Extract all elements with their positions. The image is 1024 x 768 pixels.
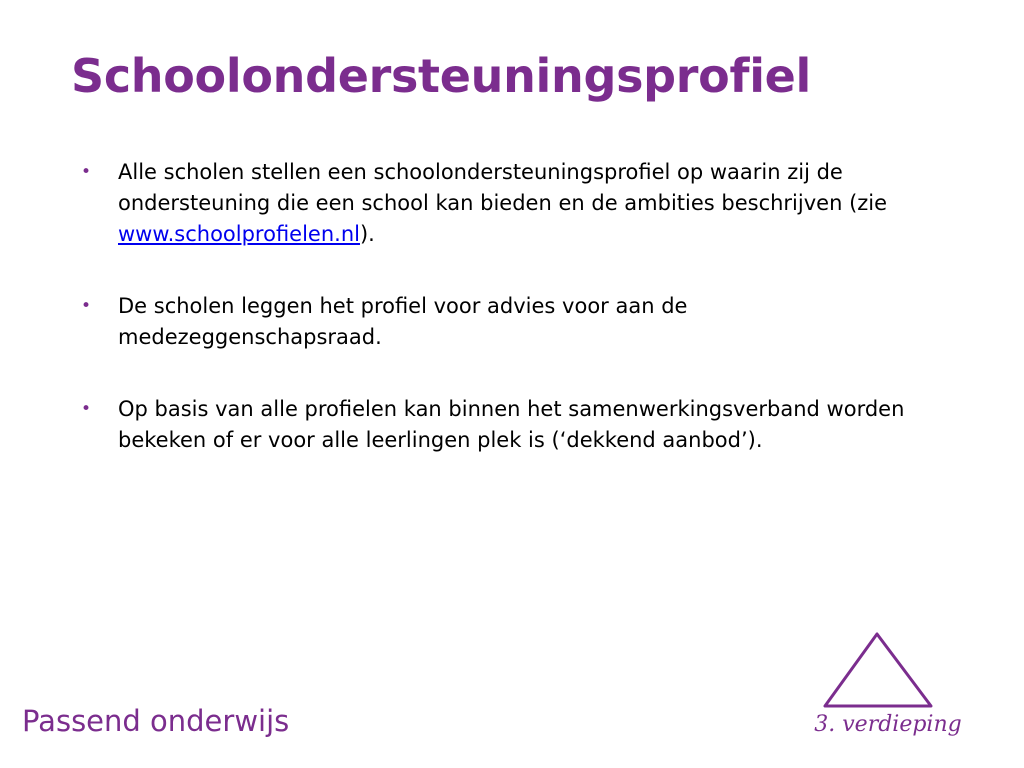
bullet-text: Alle scholen stellen een schoolondersteuningsprofiel op waarin zij de ondersteuning die een school kan bieden en de ambities beschrijven (zie [118, 160, 888, 215]
bullet-icon: • [81, 296, 92, 316]
bullet-list [80, 157, 940, 497]
bullet-text-end: ). [359, 222, 375, 246]
bullet-item [80, 394, 940, 456]
verdieping-logo [805, 628, 965, 753]
bullet-text: Op basis van alle profielen kan binnen het samenwerkingsverband worden bekeken of er voor alle leerlingen plek is (‘dekkend aanbod’). [118, 397, 905, 452]
schoolprofielen-link[interactable]: www.schoolprofielen.nl [118, 222, 360, 246]
logo-label: 3. verdieping [814, 712, 962, 737]
bullet-item [80, 291, 940, 353]
bullet-icon: • [81, 399, 92, 419]
slide-title: Schoolondersteuningsprofiel [71, 49, 812, 103]
footer-title: Passend onderwijs [22, 704, 290, 738]
bullet-item [80, 157, 940, 250]
bullet-text: De scholen leggen het profiel voor advies voor aan de medezeggenschapsraad. [118, 294, 688, 349]
bullet-icon: • [81, 162, 92, 182]
